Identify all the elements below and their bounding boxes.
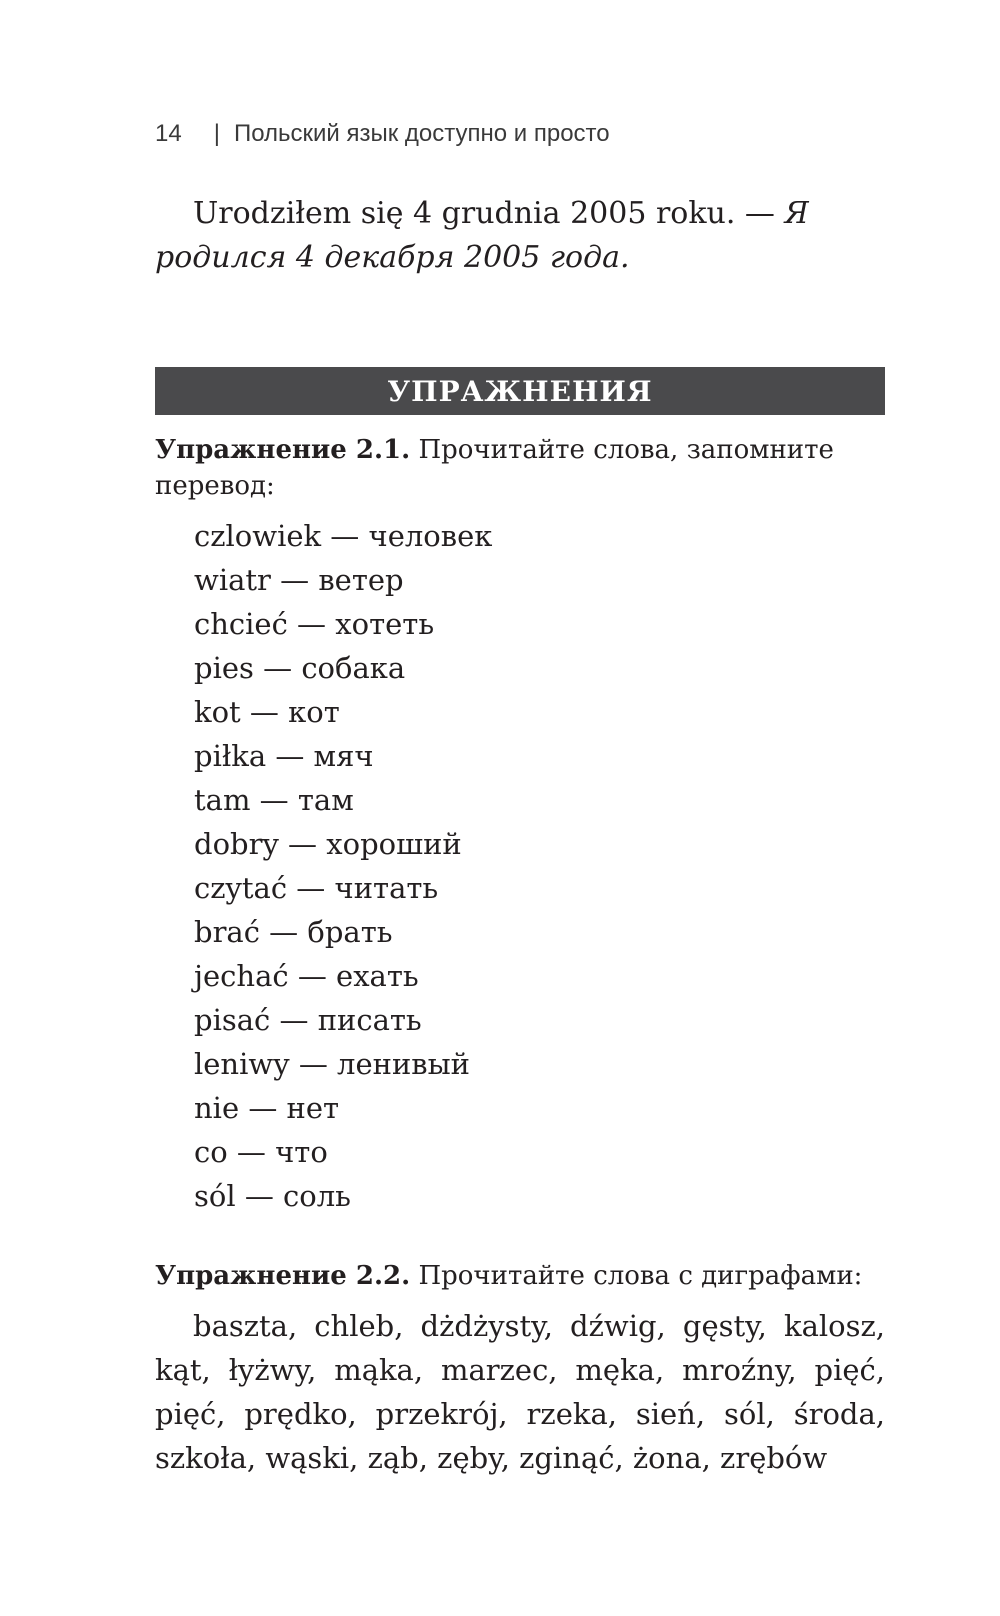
exercise-2-1-heading (155, 432, 885, 504)
running-header (155, 120, 610, 148)
vocabulary-item: dobry — хороший (194, 827, 462, 861)
vocabulary-item: czytać — читать (194, 871, 439, 905)
exercise-2-1-instruction: Прочитайте слова, запомните перевод: (155, 435, 834, 501)
vocabulary-item: czlowiek — человек (194, 519, 493, 553)
exercise-2-2-heading (155, 1258, 885, 1294)
vocabulary-item: wiatr — ветер (194, 563, 404, 597)
digraph-word-paragraph: baszta, chleb, dżdżysty, dźwig, gęsty, kalosz, kąt, łyżwy, mąka, marzec, męka, mroźny, pięć, pięć, prędko, przekrój, rzeka, sień, sól, środa, szkoła, wąski, ząb, zęby, zginąć, żona, zrębów (155, 1309, 885, 1475)
vocabulary-item: pies — собака (194, 651, 406, 685)
vocabulary-item: jechać — ехать (194, 959, 419, 993)
vocabulary-item: kot — кот (194, 695, 340, 729)
page-number: 14 (155, 120, 182, 147)
exercise-2-2-instruction: Прочитайте слова с диграфами: (410, 1261, 863, 1291)
section-title: УПРАЖНЕНИЯ (387, 374, 653, 408)
vocabulary-item: leniwy — ленивый (194, 1047, 471, 1081)
vocabulary-item: tam — там (194, 783, 354, 817)
header-separator: | (213, 120, 220, 147)
vocabulary-item: pisać — писать (194, 1003, 422, 1037)
vocabulary-item: sól — соль (194, 1179, 351, 1213)
vocabulary-item: co — что (194, 1135, 328, 1169)
book-title: Польский язык доступно и просто (233, 120, 610, 147)
example-polish: Urodziłem się 4 grudnia 2005 roku. — (193, 196, 785, 231)
vocabulary-item: nie — нет (194, 1091, 340, 1125)
vocabulary-item: brać — брать (194, 915, 393, 949)
example-sentence (155, 192, 885, 280)
vocabulary-item: chcieć — хотеть (194, 607, 435, 641)
vocabulary-item: piłka — мяч (194, 739, 374, 773)
section-band (155, 367, 885, 415)
example-russian: Я родился 4 декабря 2005 года. (155, 196, 809, 275)
vocabulary-list (194, 514, 492, 1218)
exercise-2-2-label: Упражнение 2.2. (155, 1261, 411, 1291)
exercise-2-1-label: Упражнение 2.1. (155, 435, 411, 465)
